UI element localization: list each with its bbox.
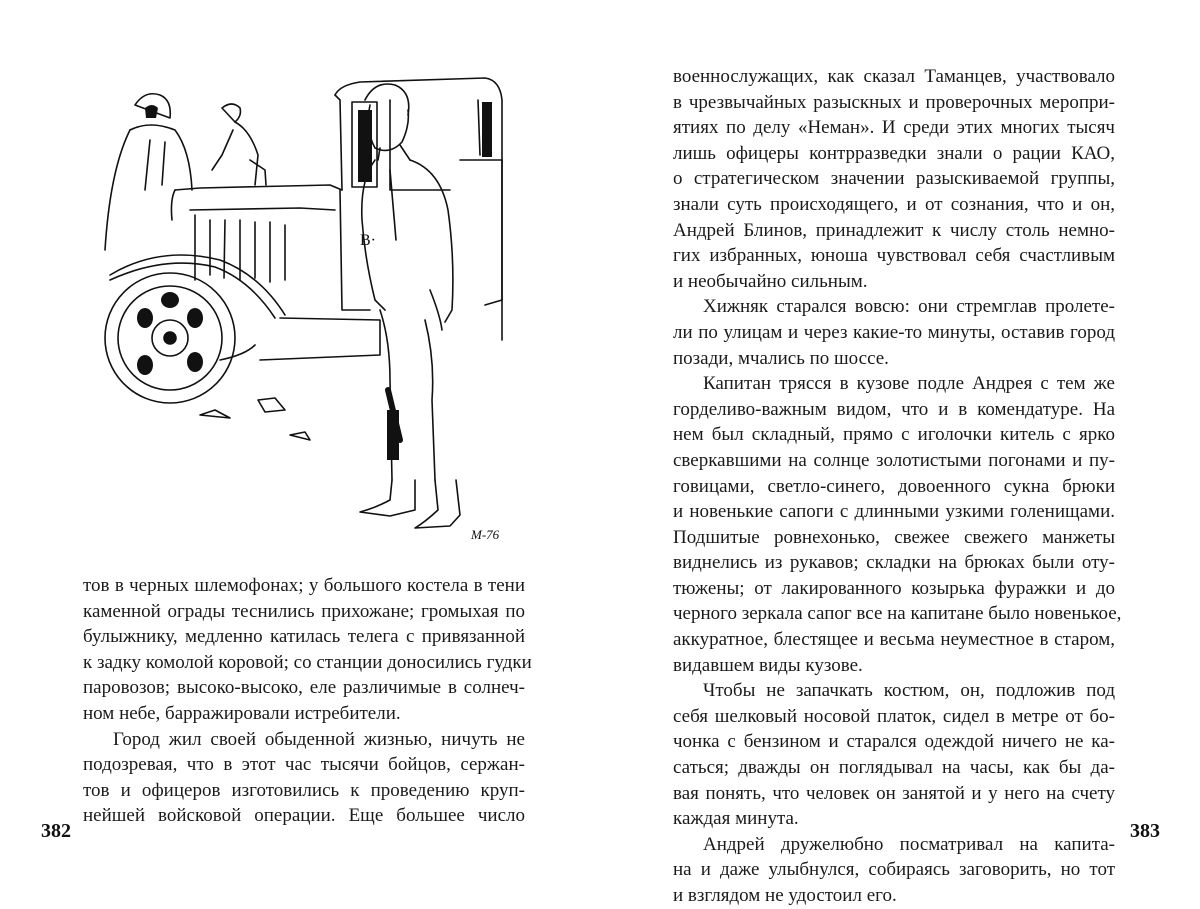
text-line: нейшей войсковой операции. Еще большее число xyxy=(83,805,525,827)
text-line: видавшем виды кузове. xyxy=(673,654,863,676)
text-line: позади, мчались по шоссе. xyxy=(673,347,889,369)
left-page-text xyxy=(83,573,532,829)
text-line: черного зеркала сапог все на капитане было новенькое, xyxy=(673,603,1122,625)
text-line: Андрей Блинов, принадлежит к числу столь немно- xyxy=(673,219,1115,241)
text-line: в чрезвычайных разыскных и проверочных меропри- xyxy=(673,91,1115,113)
right-page xyxy=(600,0,1200,906)
text-line: на и даже улыбнулся, собираясь заговорить, но тот xyxy=(673,859,1115,881)
text-line: к задку комолой коровой; со станции доносились гудки xyxy=(83,651,532,673)
right-page-text xyxy=(673,64,1122,909)
text-line: каждая минута. xyxy=(673,808,799,830)
text-line: себя шелковый носовой платок, сидел в метре от бо- xyxy=(673,705,1115,727)
text-line: ном небе, барражировали истребители. xyxy=(83,702,401,724)
text-line: тов и офицеров изготовились к проведению круп- xyxy=(83,779,525,801)
text-line: нем был складный, прямо с иголочки китель с ярко xyxy=(673,424,1115,446)
text-line: и необычайно сильным. xyxy=(673,270,868,292)
text-line: паровозов; высоко-высоко, еле различимые в солнеч- xyxy=(83,677,525,699)
text-line: булыжнику, медленно катилась телега с привязанной xyxy=(83,626,525,648)
text-line: тов в черных шлемофонах; у большого костела в тени xyxy=(83,575,525,596)
text-line: Чтобы не запачкать костюм, он, подложив под xyxy=(703,680,1115,702)
text-line: горделиво-важным видом, что и в комендатуре. На xyxy=(673,398,1115,420)
text-line: и взглядом не удостоил его. xyxy=(673,885,897,906)
page-number-right: 383 xyxy=(1130,820,1160,842)
text-line: Андрей дружелюбно посматривал на капита- xyxy=(703,833,1115,855)
text-line: Город жил своей обыденной жизнью, ничуть не xyxy=(113,728,525,750)
text-line: тюжены; от лакированного козырька фуражки и до xyxy=(673,577,1115,599)
text-line: подозревая, что в этот час тысячи бойцов, сержан- xyxy=(83,754,525,776)
text-line: ли по улицам и через какие-то минуты, оставив город xyxy=(673,321,1115,343)
text-line: каменной ограды теснились прихожане; громыхая по xyxy=(83,600,525,622)
svg-text:В·: В· xyxy=(360,232,376,249)
text-line: говицами, светло-синего, довоенного сукна брюки xyxy=(673,475,1115,497)
text-line: гих избранных, юноша чувствовал себя счастливым xyxy=(673,245,1115,267)
text-line: сверкавшими на солнце золотистыми погонами и пу- xyxy=(673,449,1115,471)
illustrator-signature: М-76 xyxy=(471,527,500,542)
text-line: знали суть происходящего, и от сознания, что и он, xyxy=(673,193,1115,215)
text-line: лишь офицеры контрразведки знали о рации КАО, xyxy=(673,142,1115,164)
text-line: чонка с бензином и старался одеждой ничего не ка- xyxy=(673,731,1115,753)
left-page xyxy=(0,0,600,877)
text-line: военнослужащих, как сказал Таманцев, участвовало xyxy=(673,66,1115,87)
text-line: ятиях по делу «Неман». И среди этих многих тысяч xyxy=(673,117,1115,139)
page-number-left: 382 xyxy=(41,820,71,842)
text-line: виднелись из рукавов; складки на брюках были оту- xyxy=(673,552,1115,574)
illustration-soldier-truck xyxy=(90,60,520,560)
text-line: Хижняк старался вовсю: они стремглав пролете- xyxy=(703,296,1115,318)
text-line: вая понять, что человек он занятой и у него на счету xyxy=(673,782,1115,804)
text-line: и новенькие сапоги с длинными узкими голенищами. xyxy=(673,501,1115,523)
text-line: аккуратное, блестящее и весьма неуместное в старом, xyxy=(673,629,1115,651)
text-line: саться; дважды он поглядывал на часы, как бы да- xyxy=(673,757,1115,779)
text-line: о стратегическом значении разыскиваемой группы, xyxy=(673,168,1115,190)
text-line: Капитан трясся в кузове подле Андрея с тем же xyxy=(703,373,1115,395)
text-line: Подшитые ровнехонько, свежее свежего манжеты xyxy=(673,526,1115,548)
